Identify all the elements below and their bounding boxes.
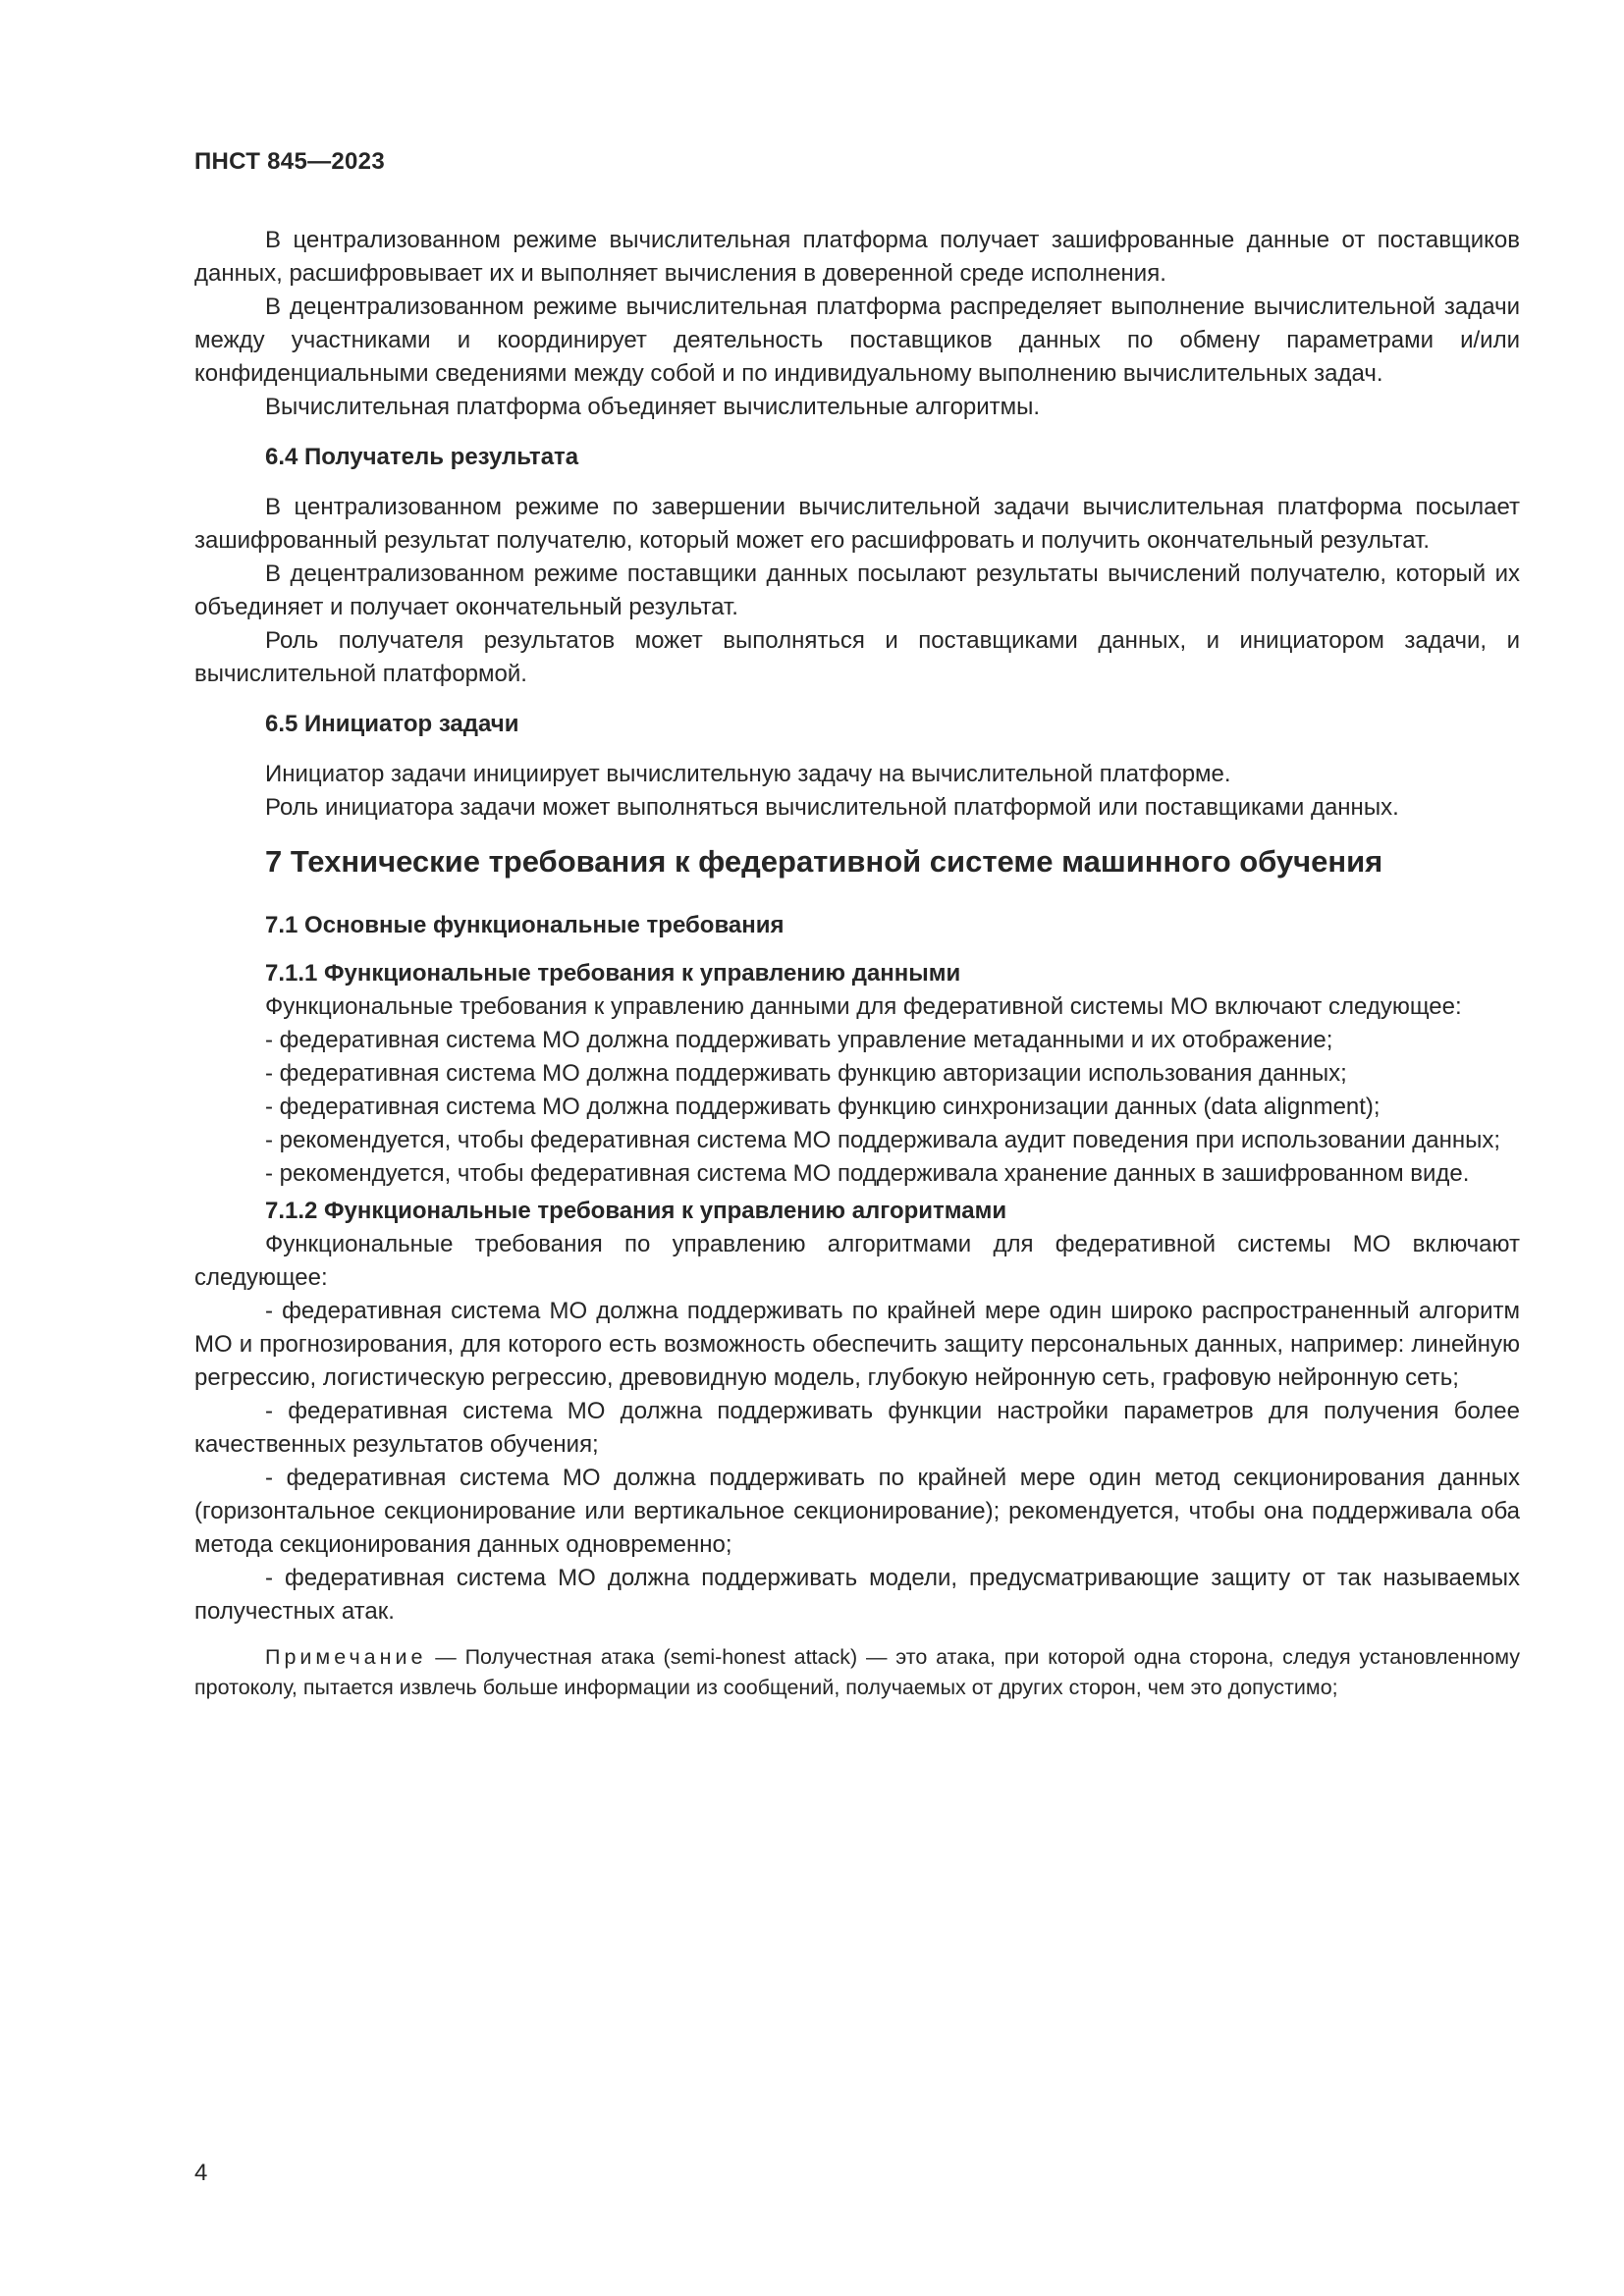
note-label: Примечание bbox=[265, 1645, 427, 1669]
list-item: - рекомендуется, чтобы федеративная система МО поддерживала хранение данных в зашифрованном виде. bbox=[265, 1160, 1470, 1187]
paragraph: В централизованном режиме вычислительная платформа получает зашифрованные данные от поставщиков данных, расшифровывает их и выполняет вычисления в доверенной среде исполнения. bbox=[194, 227, 1520, 287]
note bbox=[194, 1642, 1520, 1703]
section-heading-6-4: 6.4 Получатель результата bbox=[265, 444, 579, 470]
section-heading-7-1: 7.1 Основные функциональные требования bbox=[265, 912, 785, 938]
document-body bbox=[194, 224, 1520, 1703]
section-heading-7-1-2: 7.1.2 Функциональные требования к управлению алгоритмами bbox=[265, 1198, 1007, 1224]
list-item: - федеративная система МО должна поддерживать функцию авторизации использования данных; bbox=[265, 1060, 1347, 1087]
paragraph: Функциональные требования к управлению данными для федеративной системы МО включают следующее: bbox=[265, 993, 1462, 1020]
paragraph: Функциональные требования по управлению алгоритмами для федеративной системы МО включают следующее: bbox=[194, 1231, 1520, 1291]
paragraph: В централизованном режиме по завершении вычислительной задачи вычислительная платформа посылает зашифрованный результат получателю, который может его расшифровать и получить окончательный результат. bbox=[194, 494, 1520, 554]
paragraph: Инициатор задачи инициирует вычислительную задачу на вычислительной платформе. bbox=[265, 761, 1231, 787]
section-heading-7-1-1: 7.1.1 Функциональные требования к управлению данными bbox=[265, 960, 961, 987]
paragraph: В децентрализованном режиме вычислительная платформа распределяет выполнение вычислительной задачи между участниками и координирует деятельность поставщиков данных по обмену параметрами и/или конфиденциальными сведениями между собой и по индивидуальному выполнению вычислительных задач. bbox=[194, 294, 1520, 387]
paragraph: В децентрализованном режиме поставщики данных посылают результаты вычислений получателю, который их объединяет и получает окончательный результат. bbox=[194, 561, 1520, 620]
list-item: - федеративная система МО должна поддерживать функцию синхронизации данных (data alignment); bbox=[265, 1094, 1380, 1120]
list-item: - федеративная система МО должна поддерживать по крайней мере один широко распространенный алгоритм МО и прогнозирования, для которого есть возможность обеспечить защиту персональных данных, например: линейную регрессию, логистическую регрессию, древовидную модель, глубокую нейронную сеть, графовую нейронную сеть; bbox=[194, 1298, 1520, 1391]
paragraph: Вычислительная платформа объединяет вычислительные алгоритмы. bbox=[265, 394, 1041, 420]
list-item: - федеративная система МО должна поддерживать функции настройки параметров для получения более качественных результатов обучения; bbox=[194, 1398, 1520, 1458]
page-number: 4 bbox=[194, 2160, 208, 2186]
section-heading-6-5: 6.5 Инициатор задачи bbox=[265, 711, 519, 737]
document-code-header: ПНСТ 845—2023 bbox=[194, 148, 385, 175]
list-item: - рекомендуется, чтобы федеративная система МО поддерживала аудит поведения при использовании данных; bbox=[265, 1127, 1501, 1153]
note-text: — Получестная атака (semi-honest attack) — это атака, при которой одна сторона, следуя установленному протоколу, пытается извлечь больше информации из сообщений, получаемых от других сторон, чем это допустимо; bbox=[194, 1645, 1520, 1699]
paragraph: Роль получателя результатов может выполняться и поставщиками данных, и инициатором задачи, и вычислительной платформой. bbox=[194, 627, 1520, 687]
section-heading-7: 7 Технические требования к федеративной системе машинного обучения bbox=[265, 844, 1383, 879]
list-item: - федеративная система МО должна поддерживать по крайней мере один метод секционирования данных (горизонтальное секционирование или вертикальное секционирование); рекомендуется, чтобы она поддерживала оба метода секционирования данных одновременно; bbox=[194, 1465, 1520, 1558]
list-item: - федеративная система МО должна поддерживать управление метаданными и их отображение; bbox=[265, 1027, 1333, 1053]
paragraph: Роль инициатора задачи может выполняться вычислительной платформой или поставщиками данных. bbox=[265, 794, 1399, 821]
list-item: - федеративная система МО должна поддерживать модели, предусматривающие защиту от так называемых получестных атак. bbox=[194, 1565, 1520, 1625]
